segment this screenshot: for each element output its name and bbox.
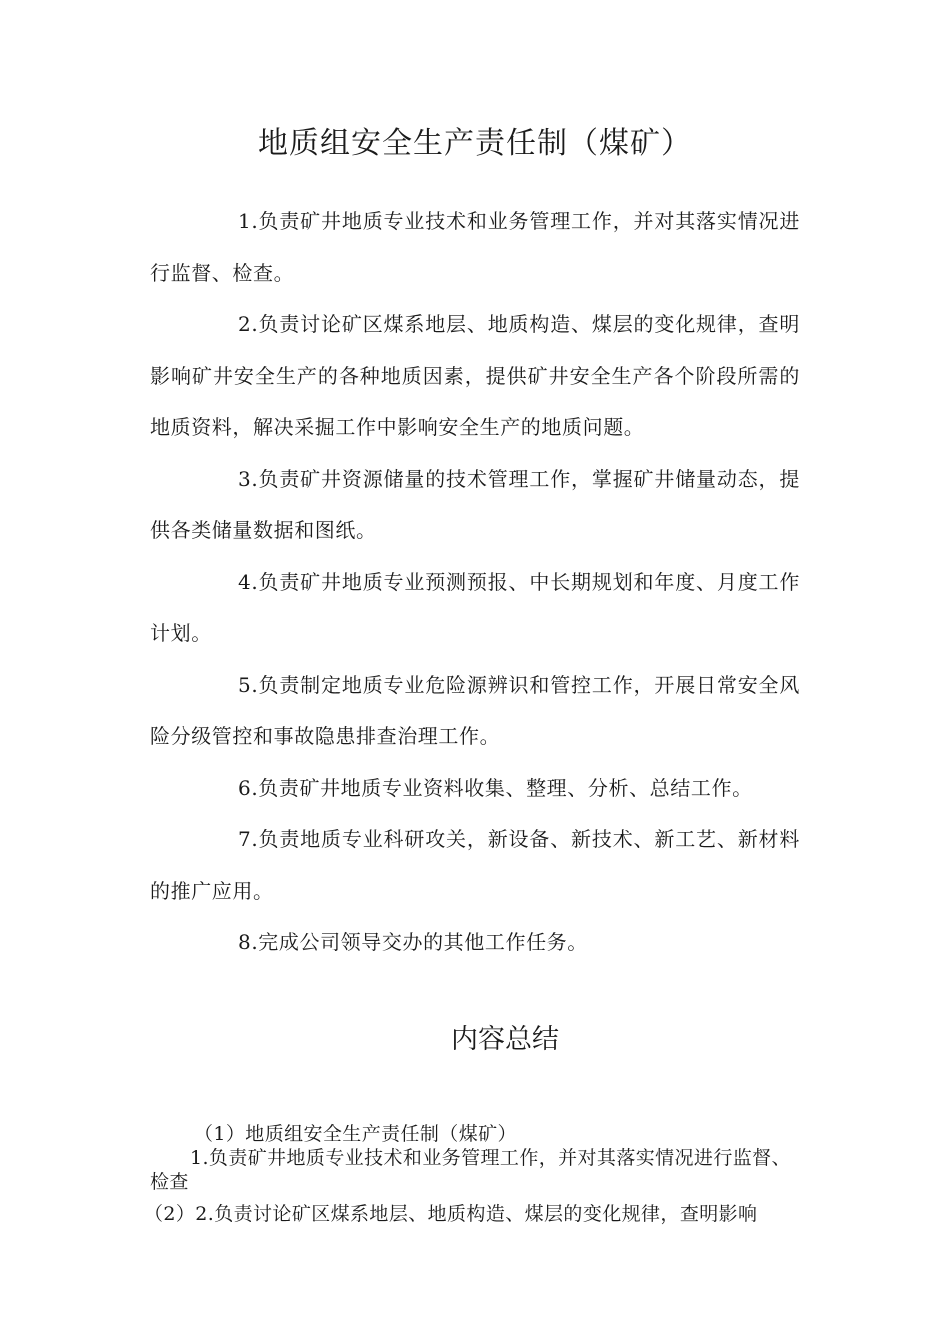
document-title: 地质组安全生产责任制（煤矿） bbox=[258, 126, 692, 161]
summary-line-1: （1）地质组安全生产责任制（煤矿） bbox=[194, 1123, 517, 1145]
summary-heading: 内容总结 bbox=[451, 1024, 559, 1055]
paragraph-7: 7.负责地质专业科研攻关，新设备、新技术、新工艺、新材料的推广应用。 bbox=[150, 827, 800, 903]
paragraph-5: 5.负责制定地质专业危险源辨识和管控工作，开展日常安全风险分级管控和事故隐患排查治理工作。 bbox=[150, 672, 800, 748]
paragraph-8: 8.完成公司领导交办的其他工作任务。 bbox=[238, 930, 588, 954]
summary-line-3: （2）2.负责讨论矿区煤系地层、地质构造、煤层的变化规律，查明影响 bbox=[144, 1203, 758, 1225]
summary-section bbox=[144, 1122, 800, 1226]
paragraph-1: 1.负责矿井地质专业技术和业务管理工作，并对其落实情况进行监督、检查。 bbox=[150, 209, 800, 285]
paragraph-3: 3.负责矿井资源储量的技术管理工作，掌握矿井储量动态，提供各类储量数据和图纸。 bbox=[150, 466, 800, 542]
document-body bbox=[150, 196, 800, 969]
summary-line-2: 1.负责矿井地质专业技术和业务管理工作，并对其落实情况进行监督、检查 bbox=[150, 1147, 791, 1193]
paragraph-4: 4.负责矿井地质专业预测预报、中长期规划和年度、月度工作计划。 bbox=[150, 569, 800, 645]
paragraph-2: 2.负责讨论矿区煤系地层、地质构造、煤层的变化规律，查明影响矿井安全生产的各种地质因素，提供矿井安全生产各个阶段所需的地质资料，解决采掘工作中影响安全生产的地质问题。 bbox=[150, 312, 800, 439]
paragraph-6: 6.负责矿井地质专业资料收集、整理、分析、总结工作。 bbox=[238, 775, 753, 800]
